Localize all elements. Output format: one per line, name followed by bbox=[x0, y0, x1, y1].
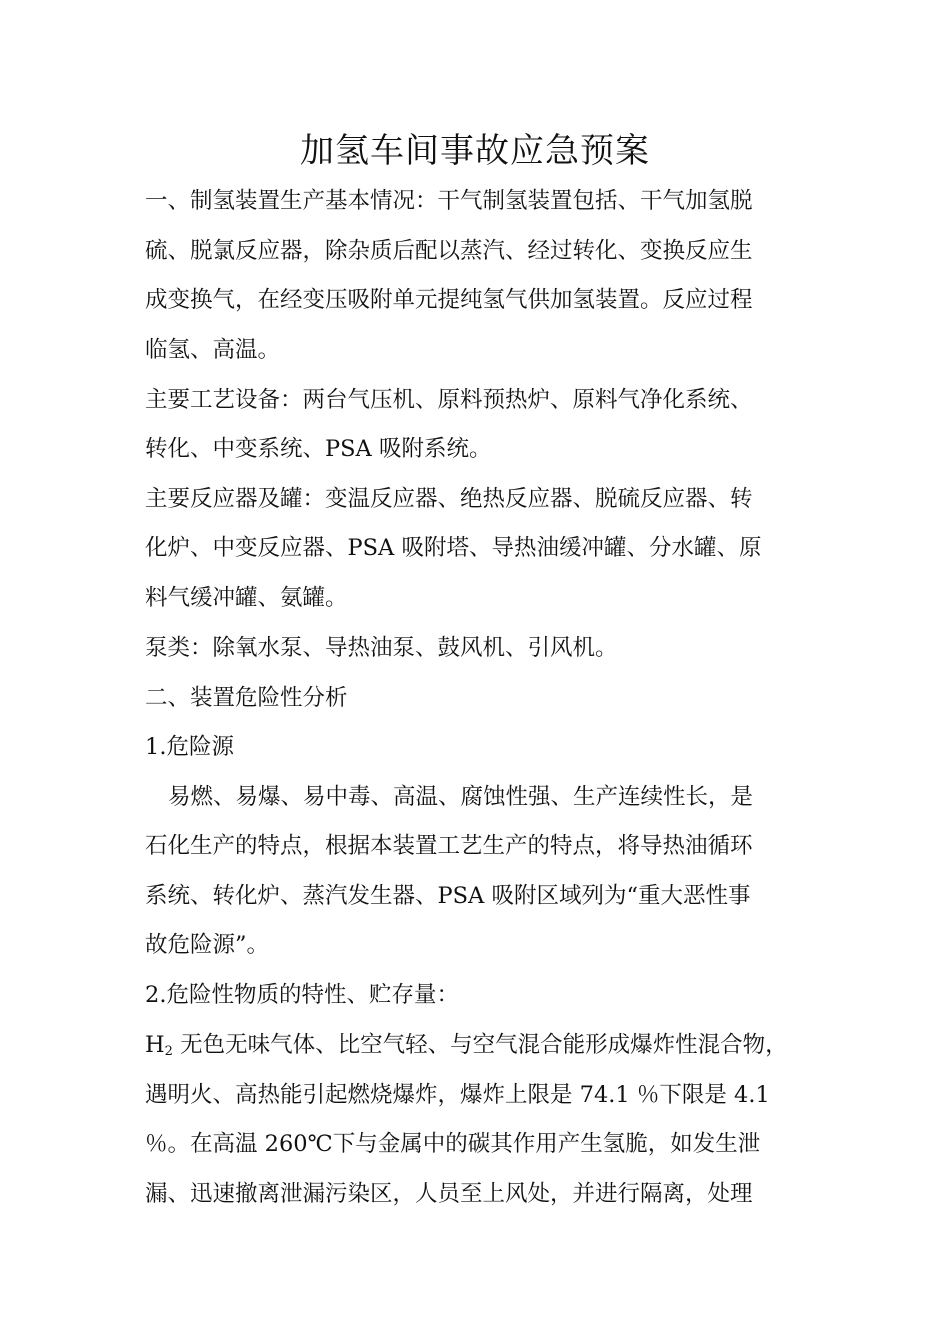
text-line: 硫、脱氯反应器，除杂质后配以蒸汽、经过转化、变换反应生 bbox=[145, 238, 753, 264]
section-heading: 二、装置危险性分析 bbox=[145, 685, 348, 711]
text-line-h2: $H_2$ 无色无味气体、比空气轻、与空气混合能形成爆炸性混合物， bbox=[145, 1032, 788, 1059]
text-line: 易燃、易爆、易中毒、高温、腐蚀性强、生产连续性长，是 bbox=[168, 784, 754, 810]
subsection-heading: 2.危险性物质的特性、贮存量： bbox=[145, 982, 459, 1008]
text-line: 转化、中变系统、PSA 吸附系统。 bbox=[145, 436, 492, 462]
text-line: 主要反应器及罐：变温反应器、绝热反应器、脱硫反应器、转 bbox=[145, 486, 753, 512]
text-line: ％。在高温 260℃下与金属中的碳其作用产生氢脆，如发生泄 bbox=[145, 1131, 761, 1157]
subsection-heading: 1.危险源 bbox=[145, 734, 234, 760]
text-line: 一、制氢装置生产基本情况：干气制氢装置包括、干气加氢脱 bbox=[145, 188, 753, 214]
text-line: 系统、转化炉、蒸汽发生器、PSA 吸附区域列为“重大恶性事 bbox=[145, 883, 751, 909]
text-line: 成变换气，在经变压吸附单元提纯氢气供加氢装置。反应过程 bbox=[145, 287, 753, 313]
document-title: 加氢车间事故应急预案 bbox=[300, 131, 650, 171]
text-line: 料气缓冲罐、氨罐。 bbox=[145, 585, 348, 611]
text-line: 化炉、中变反应器、PSA 吸附塔、导热油缓冲罐、分水罐、原 bbox=[145, 535, 762, 561]
text-line: 遇明火、高热能引起燃烧爆炸，爆炸上限是 74.1 ％下限是 4.1 bbox=[145, 1082, 770, 1108]
text-line: 故危险源”。 bbox=[145, 932, 270, 958]
text-line: 漏、迅速撤离泄漏污染区，人员至上风处，并进行隔离，处理 bbox=[145, 1181, 753, 1207]
text-line: 泵类：除氧水泵、导热油泵、鼓风机、引风机。 bbox=[145, 635, 618, 661]
text-line: 石化生产的特点，根据本装置工艺生产的特点，将导热油循环 bbox=[145, 833, 753, 859]
text-line: 主要工艺设备：两台气压机、原料预热炉、原料气净化系统、 bbox=[145, 387, 753, 413]
h2-formula: $H_2$ bbox=[145, 1032, 173, 1059]
text-line: 临氢、高温。 bbox=[145, 337, 281, 363]
